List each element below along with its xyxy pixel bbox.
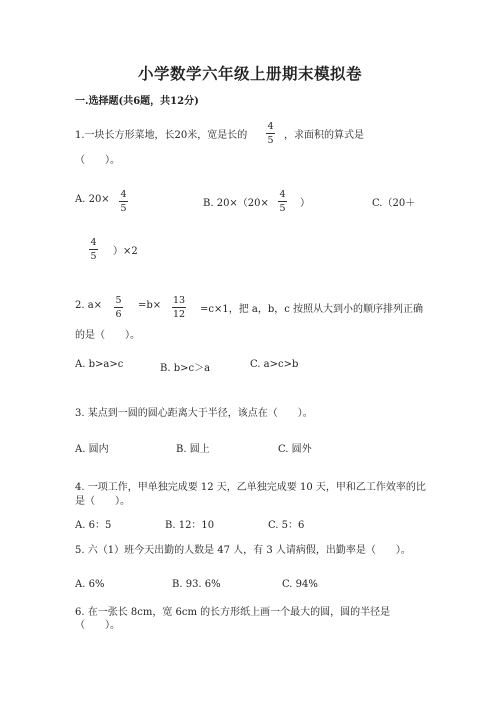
q2-fraction-1 bbox=[114, 295, 123, 320]
q4-option-a: A. 6：5 bbox=[75, 520, 112, 531]
q2-fraction-2 bbox=[172, 295, 186, 320]
fraction-bar bbox=[266, 133, 275, 134]
fraction-bar bbox=[119, 201, 128, 202]
fraction-denominator: 5 bbox=[90, 251, 97, 262]
q5-option-c: C. 94% bbox=[282, 579, 318, 590]
q5-option-b: B. 93. 6% bbox=[172, 579, 221, 590]
q2-stem-a: 2. a× bbox=[75, 300, 103, 311]
q1-option-b-close: ） bbox=[300, 198, 310, 209]
fraction-bar bbox=[114, 307, 123, 308]
q3-option-b: B. 圆上 bbox=[176, 444, 210, 455]
q1-option-c-fraction bbox=[89, 237, 98, 262]
page-title: 小学数学六年级上册期末模拟卷 bbox=[137, 64, 362, 83]
fraction-numerator: 5 bbox=[115, 295, 122, 306]
q1-option-b-fraction bbox=[278, 189, 287, 214]
q2-stem-d: 的是（ ）。 bbox=[75, 330, 140, 341]
q6-stem-a: 6. 在一张长 8cm，宽 6cm 的长方形纸上画一个最大的圆，圆的半径是 bbox=[75, 607, 391, 618]
q1-option-c: C.（20＋ bbox=[372, 198, 416, 209]
q3-stem: 3. 某点到一圆的圆心距离大于半径，该点在（ ）。 bbox=[75, 408, 313, 419]
q3-option-c: C. 圆外 bbox=[278, 444, 312, 455]
q1-stem-b: ，求面积的算式是 bbox=[284, 130, 364, 141]
section-heading: 一.选择题(共6题，共12分) bbox=[75, 96, 199, 107]
q6-stem-b: （ ）。 bbox=[75, 620, 120, 631]
q2-stem-b: =b× bbox=[138, 300, 162, 311]
fraction-numerator: 4 bbox=[267, 121, 274, 132]
fraction-denominator: 5 bbox=[267, 135, 274, 146]
q4-stem-b: 是（ ）。 bbox=[75, 496, 130, 507]
fraction-denominator: 5 bbox=[120, 203, 127, 214]
q1-blank: （ ）。 bbox=[75, 155, 120, 166]
q2-option-b: B. b>c＞a bbox=[160, 363, 211, 374]
q1-fraction bbox=[266, 121, 275, 146]
fraction-numerator: 4 bbox=[279, 189, 286, 200]
q1-option-a: A. 20× bbox=[75, 194, 110, 205]
fraction-denominator: 6 bbox=[115, 309, 122, 320]
q2-option-a: A. b>a>c bbox=[75, 359, 124, 370]
q1-option-c-tail: ）×2 bbox=[113, 246, 138, 257]
fraction-numerator: 4 bbox=[90, 237, 97, 248]
q2-option-c: C. a>c>b bbox=[250, 359, 299, 370]
fraction-bar bbox=[278, 201, 287, 202]
fraction-bar bbox=[172, 307, 186, 308]
q2-stem-c: =c×1，把 a，b，c 按照从大到小的顺序排列正确 bbox=[200, 304, 424, 315]
q1-option-a-fraction bbox=[119, 189, 128, 214]
fraction-bar bbox=[89, 249, 98, 250]
fraction-denominator: 5 bbox=[279, 203, 286, 214]
q4-option-c: C. 5：6 bbox=[268, 520, 305, 531]
fraction-denominator: 12 bbox=[172, 309, 186, 320]
q3-option-a: A. 圆内 bbox=[75, 444, 109, 455]
q1-option-b: B. 20×（20× bbox=[203, 198, 269, 209]
fraction-numerator: 13 bbox=[172, 295, 186, 306]
q4-option-b: B. 12：10 bbox=[165, 520, 215, 531]
fraction-numerator: 4 bbox=[120, 189, 127, 200]
q5-option-a: A. 6% bbox=[75, 579, 105, 590]
q5-stem: 5. 六（1）班今天出勤的人数是 47 人，有 3 人请病假，出勤率是（ ）。 bbox=[75, 545, 411, 556]
q1-stem-a: 1.一块长方形菜地，长20米，宽是长的 bbox=[75, 130, 248, 141]
q4-stem-a: 4. 一项工作，甲单独完成要 12 天，乙单独完成要 10 天，甲和乙工作效率的比 bbox=[75, 482, 426, 493]
